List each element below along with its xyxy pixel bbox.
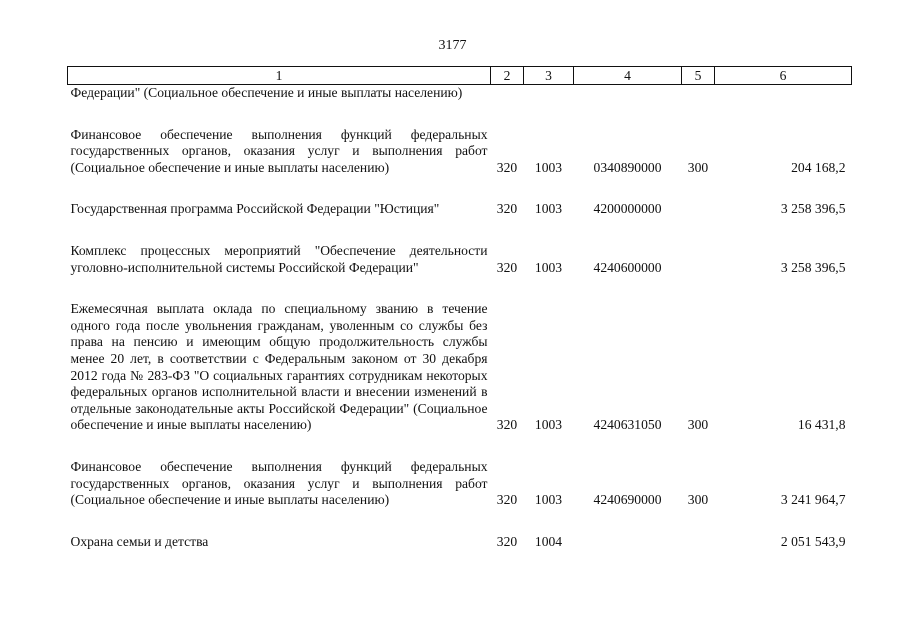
- row-name: Финансовое обеспечение выполнения функций федеральных государственных органов, оказания услуг и выполнения работ (Социальное обеспечение и иные выплаты населению): [70, 126, 488, 175]
- row-target-code: [574, 85, 682, 102]
- row-name: Государственная программа Российской Федерации "Юстиция": [70, 201, 440, 217]
- table-row: [68, 434, 852, 509]
- row-name: Ежемесячная выплата оклада по специальному званию в течение одного года после увольнения гражданам, уволенным со службы без права на пенсию и имеющим общую продолжительность службы менее 20 лет, в соответствии с Федеральным законом от 30 декабря 2012 года № 283-ФЗ "О социальных гарантиях сотрудникам некоторых федеральных органов исполнительной власти и внесении изменений в отдельные законодательные акты Российской Федерации" (Социальное обеспечение и иные выплаты населению): [70, 301, 488, 433]
- row-target-code: [574, 509, 682, 551]
- column-header-2: 2: [491, 67, 524, 85]
- row-expense-type: 300: [687, 492, 709, 508]
- row-section-code: 1003: [534, 201, 563, 217]
- row-target-code: 4240690000: [593, 492, 662, 508]
- row-expense-type: [682, 509, 715, 551]
- row-ministry-code: [491, 85, 524, 102]
- row-section-code: 1003: [534, 417, 563, 433]
- table-header: [68, 67, 852, 85]
- row-section-code: 1003: [534, 159, 563, 175]
- column-header-4: 4: [574, 67, 682, 85]
- table-body: [68, 85, 852, 551]
- row-target-code: 4240600000: [593, 259, 662, 275]
- row-section-code: 1003: [534, 259, 563, 275]
- column-header-6: 6: [715, 67, 852, 85]
- row-expense-type: [682, 85, 715, 102]
- row-ministry-code: 320: [496, 492, 518, 508]
- row-ministry-code: 320: [496, 533, 518, 549]
- table-row: [68, 509, 852, 551]
- row-amount: 3 258 396,5: [780, 259, 846, 275]
- row-expense-type: [682, 176, 715, 218]
- row-amount: 204 168,2: [791, 159, 846, 175]
- row-name: Комплекс процессных мероприятий "Обеспечение деятельности уголовно-исполнительной системы Российской Федерации": [70, 242, 488, 275]
- row-expense-type: [682, 218, 715, 276]
- table-row: [68, 218, 852, 276]
- column-header-1: 1: [68, 67, 491, 85]
- row-ministry-code: 320: [496, 417, 518, 433]
- row-ministry-code: 320: [496, 259, 518, 275]
- row-section-code: 1003: [534, 492, 563, 508]
- row-name: Финансовое обеспечение выполнения функций федеральных государственных органов, оказания услуг и выполнения работ (Социальное обеспечение и иные выплаты населению): [70, 458, 488, 508]
- row-section-code: 1004: [534, 533, 563, 549]
- row-ministry-code: 320: [496, 159, 518, 175]
- row-amount: 2 051 543,9: [780, 533, 846, 549]
- budget-table: [67, 66, 852, 550]
- row-name: Охрана семьи и детства: [70, 533, 209, 549]
- row-amount: 16 431,8: [797, 417, 846, 433]
- row-expense-type: 300: [687, 417, 709, 433]
- row-section-code: [524, 85, 574, 102]
- row-amount: 3 258 396,5: [780, 201, 846, 217]
- row-amount: 3 241 964,7: [780, 492, 846, 508]
- column-header-5: 5: [682, 67, 715, 85]
- column-header-3: 3: [524, 67, 574, 85]
- row-target-code: 4200000000: [593, 201, 662, 217]
- row-target-code: 4240631050: [593, 417, 662, 433]
- table-row: [68, 276, 852, 434]
- row-target-code: 0340890000: [593, 159, 662, 175]
- header-row: [68, 67, 852, 85]
- row-name: Федерации" (Социальное обеспечение и иные выплаты населению): [70, 85, 463, 100]
- row-expense-type: 300: [687, 159, 709, 175]
- row-ministry-code: 320: [496, 201, 518, 217]
- page-number: 3177: [438, 38, 467, 53]
- table-row: [68, 102, 852, 177]
- table-row: [68, 176, 852, 218]
- table-row: [68, 85, 852, 102]
- row-amount: [715, 85, 852, 102]
